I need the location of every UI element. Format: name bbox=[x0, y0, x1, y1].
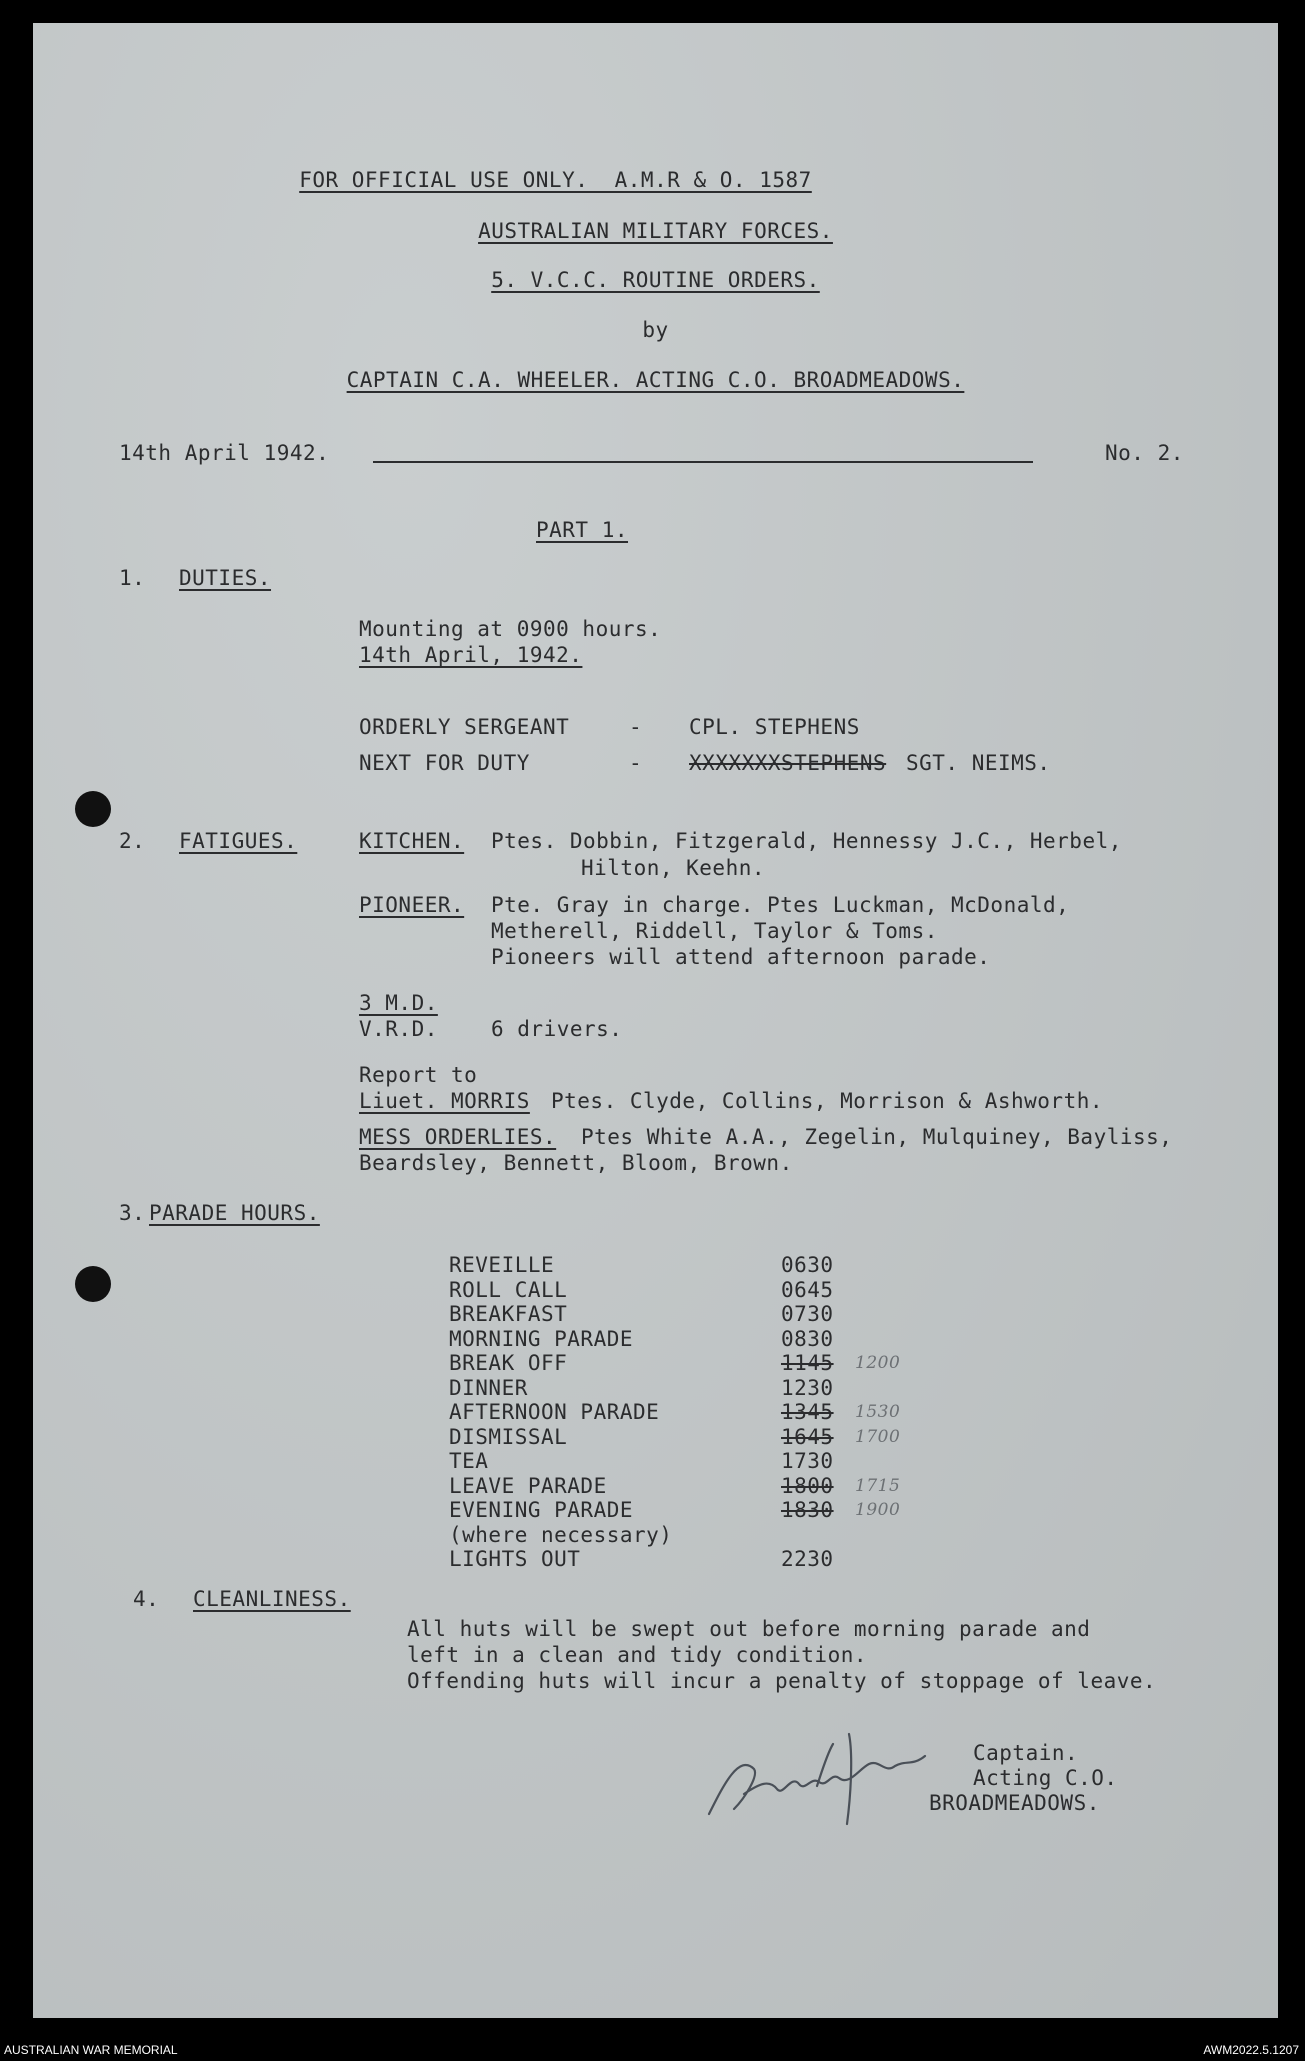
parade-row-label: DISMISSAL bbox=[449, 1424, 568, 1449]
parade-row-label: DINNER bbox=[449, 1375, 528, 1400]
parade-row-amended-time: 1200 bbox=[855, 1353, 901, 1373]
parade-row-label: EVENING PARADE bbox=[449, 1498, 634, 1522]
vrd-value: 6 drivers. bbox=[491, 1017, 623, 1041]
section-number: 2. bbox=[119, 829, 146, 853]
header-line-5: CAPTAIN C.A. WHEELER. ACTING C.O. BROADMEADOWS. bbox=[346, 368, 965, 392]
kitchen-label: KITCHEN. bbox=[359, 829, 465, 853]
orderly-dash: - bbox=[629, 715, 643, 739]
parade-row-label: AFTERNOON PARADE bbox=[449, 1400, 660, 1424]
section-number: 1. bbox=[119, 566, 146, 590]
parade-row-amended-time: 1530 bbox=[855, 1402, 901, 1422]
parade-row-label: TEA bbox=[449, 1449, 489, 1473]
header-line-1: FOR OFFICIAL USE ONLY. A.M.R & O. 1587 bbox=[299, 168, 812, 192]
header-line-2: AUSTRALIAN MILITARY FORCES. bbox=[478, 219, 833, 243]
order-number: No. 2. bbox=[1105, 441, 1184, 465]
signature-role: Acting C.O. bbox=[973, 1766, 1118, 1790]
report-to: Report to bbox=[359, 1063, 478, 1087]
footer-bar bbox=[0, 2038, 1305, 2061]
section-title-parade: PARADE HOURS. bbox=[149, 1201, 320, 1225]
header-line-4: by bbox=[642, 318, 669, 342]
document-sheet bbox=[33, 23, 1278, 2018]
pioneer-line: Pioneers will attend afternoon parade. bbox=[491, 945, 991, 969]
next-dash: - bbox=[629, 751, 643, 775]
parade-row-time: 0630 bbox=[781, 1253, 834, 1277]
section-number: 4. bbox=[133, 1587, 160, 1611]
punch-hole bbox=[75, 791, 111, 827]
mess-label: MESS ORDERLIES. bbox=[359, 1125, 557, 1149]
punch-hole bbox=[75, 1266, 111, 1302]
footer-left: AUSTRALIAN WAR MEMORIAL bbox=[4, 2043, 178, 2057]
order-date: 14th April 1942. bbox=[119, 441, 330, 465]
vrd-label: V.R.D. bbox=[359, 1017, 438, 1041]
liuet-label: Liuet. MORRIS bbox=[359, 1089, 530, 1113]
parade-row-time: 1800 bbox=[781, 1473, 834, 1498]
kitchen-line: Hilton, Keehn. bbox=[581, 856, 766, 880]
next-value: SGT. NEIMS. bbox=[906, 751, 1051, 775]
parade-row-label: LEAVE PARADE bbox=[449, 1473, 607, 1498]
parade-row-amended-time: 1700 bbox=[855, 1426, 901, 1447]
parade-row-label: BREAK OFF bbox=[449, 1351, 568, 1375]
parade-row-label: ROLL CALL bbox=[449, 1277, 568, 1302]
header-line-3: 5. V.C.C. ROUTINE ORDERS. bbox=[491, 268, 820, 292]
mounting-date: 14th April, 1942. bbox=[359, 643, 583, 667]
smd-label: 3 M.D. bbox=[359, 991, 438, 1015]
orderly-value: CPL. STEPHENS bbox=[689, 715, 860, 739]
cleanliness-line: All huts will be swept out before morning parade and bbox=[407, 1617, 1091, 1641]
mess-line: Beardsley, Bennett, Bloom, Brown. bbox=[359, 1151, 793, 1175]
orderly-label: ORDERLY SERGEANT bbox=[359, 715, 570, 739]
pioneer-label: PIONEER. bbox=[359, 893, 465, 917]
parade-row-time: 1830 bbox=[781, 1498, 834, 1522]
signature-rank: Captain. bbox=[973, 1741, 1079, 1765]
parade-row-amended-time: 1715 bbox=[855, 1475, 901, 1496]
parade-row-time: 1345 bbox=[781, 1400, 834, 1424]
parade-row-time: 0730 bbox=[781, 1302, 834, 1326]
signature-place: BROADMEADOWS. bbox=[929, 1791, 1100, 1815]
section-title-cleanliness: CLEANLINESS. bbox=[193, 1587, 351, 1611]
liuet-value: Ptes. Clyde, Collins, Morrison & Ashworth. bbox=[551, 1089, 1104, 1113]
parade-row-label: (where necessary) bbox=[449, 1522, 673, 1547]
next-struck: XXXXXXXSTEPHENS bbox=[689, 751, 887, 775]
part-heading: PART 1. bbox=[536, 518, 629, 542]
cleanliness-line: Offending huts will incur a penalty of stoppage of leave. bbox=[407, 1669, 1157, 1693]
section-title-duties: DUTIES. bbox=[179, 566, 272, 590]
pioneer-line: Pte. Gray in charge. Ptes Luckman, McDonald, bbox=[491, 893, 1070, 917]
parade-row-label: LIGHTS OUT bbox=[449, 1547, 581, 1571]
parade-row-time: 0830 bbox=[781, 1326, 834, 1351]
parade-row-label: MORNING PARADE bbox=[449, 1326, 634, 1351]
section-title-fatigues: FATIGUES. bbox=[179, 829, 298, 853]
parade-row-time: 1230 bbox=[781, 1375, 834, 1400]
mounting-text: Mounting at 0900 hours. bbox=[359, 617, 662, 641]
mess-line: Ptes White A.A., Zegelin, Mulquiney, Bayliss, bbox=[581, 1125, 1173, 1149]
section-number: 3. bbox=[119, 1201, 146, 1225]
cleanliness-line: left in a clean and tidy condition. bbox=[407, 1643, 868, 1667]
footer-right: AWM2022.5.1207 bbox=[1203, 2043, 1299, 2057]
pioneer-line: Metherell, Riddell, Taylor & Toms. bbox=[491, 919, 938, 943]
parade-row-time: 1730 bbox=[781, 1449, 834, 1473]
date-rule bbox=[373, 461, 1033, 463]
parade-row-time: 1145 bbox=[781, 1351, 834, 1375]
next-label: NEXT FOR DUTY bbox=[359, 751, 530, 775]
handwritten-signature bbox=[699, 1714, 939, 1834]
parade-row-label: REVEILLE bbox=[449, 1253, 555, 1277]
parade-row-time: 0645 bbox=[781, 1277, 834, 1302]
parade-row-label: BREAKFAST bbox=[449, 1302, 568, 1326]
parade-row-time: 2230 bbox=[781, 1547, 834, 1571]
kitchen-line: Ptes. Dobbin, Fitzgerald, Hennessy J.C., Herbel, bbox=[491, 829, 1122, 853]
parade-row-amended-time: 1900 bbox=[855, 1500, 901, 1520]
parade-row-time: 1645 bbox=[781, 1424, 834, 1449]
